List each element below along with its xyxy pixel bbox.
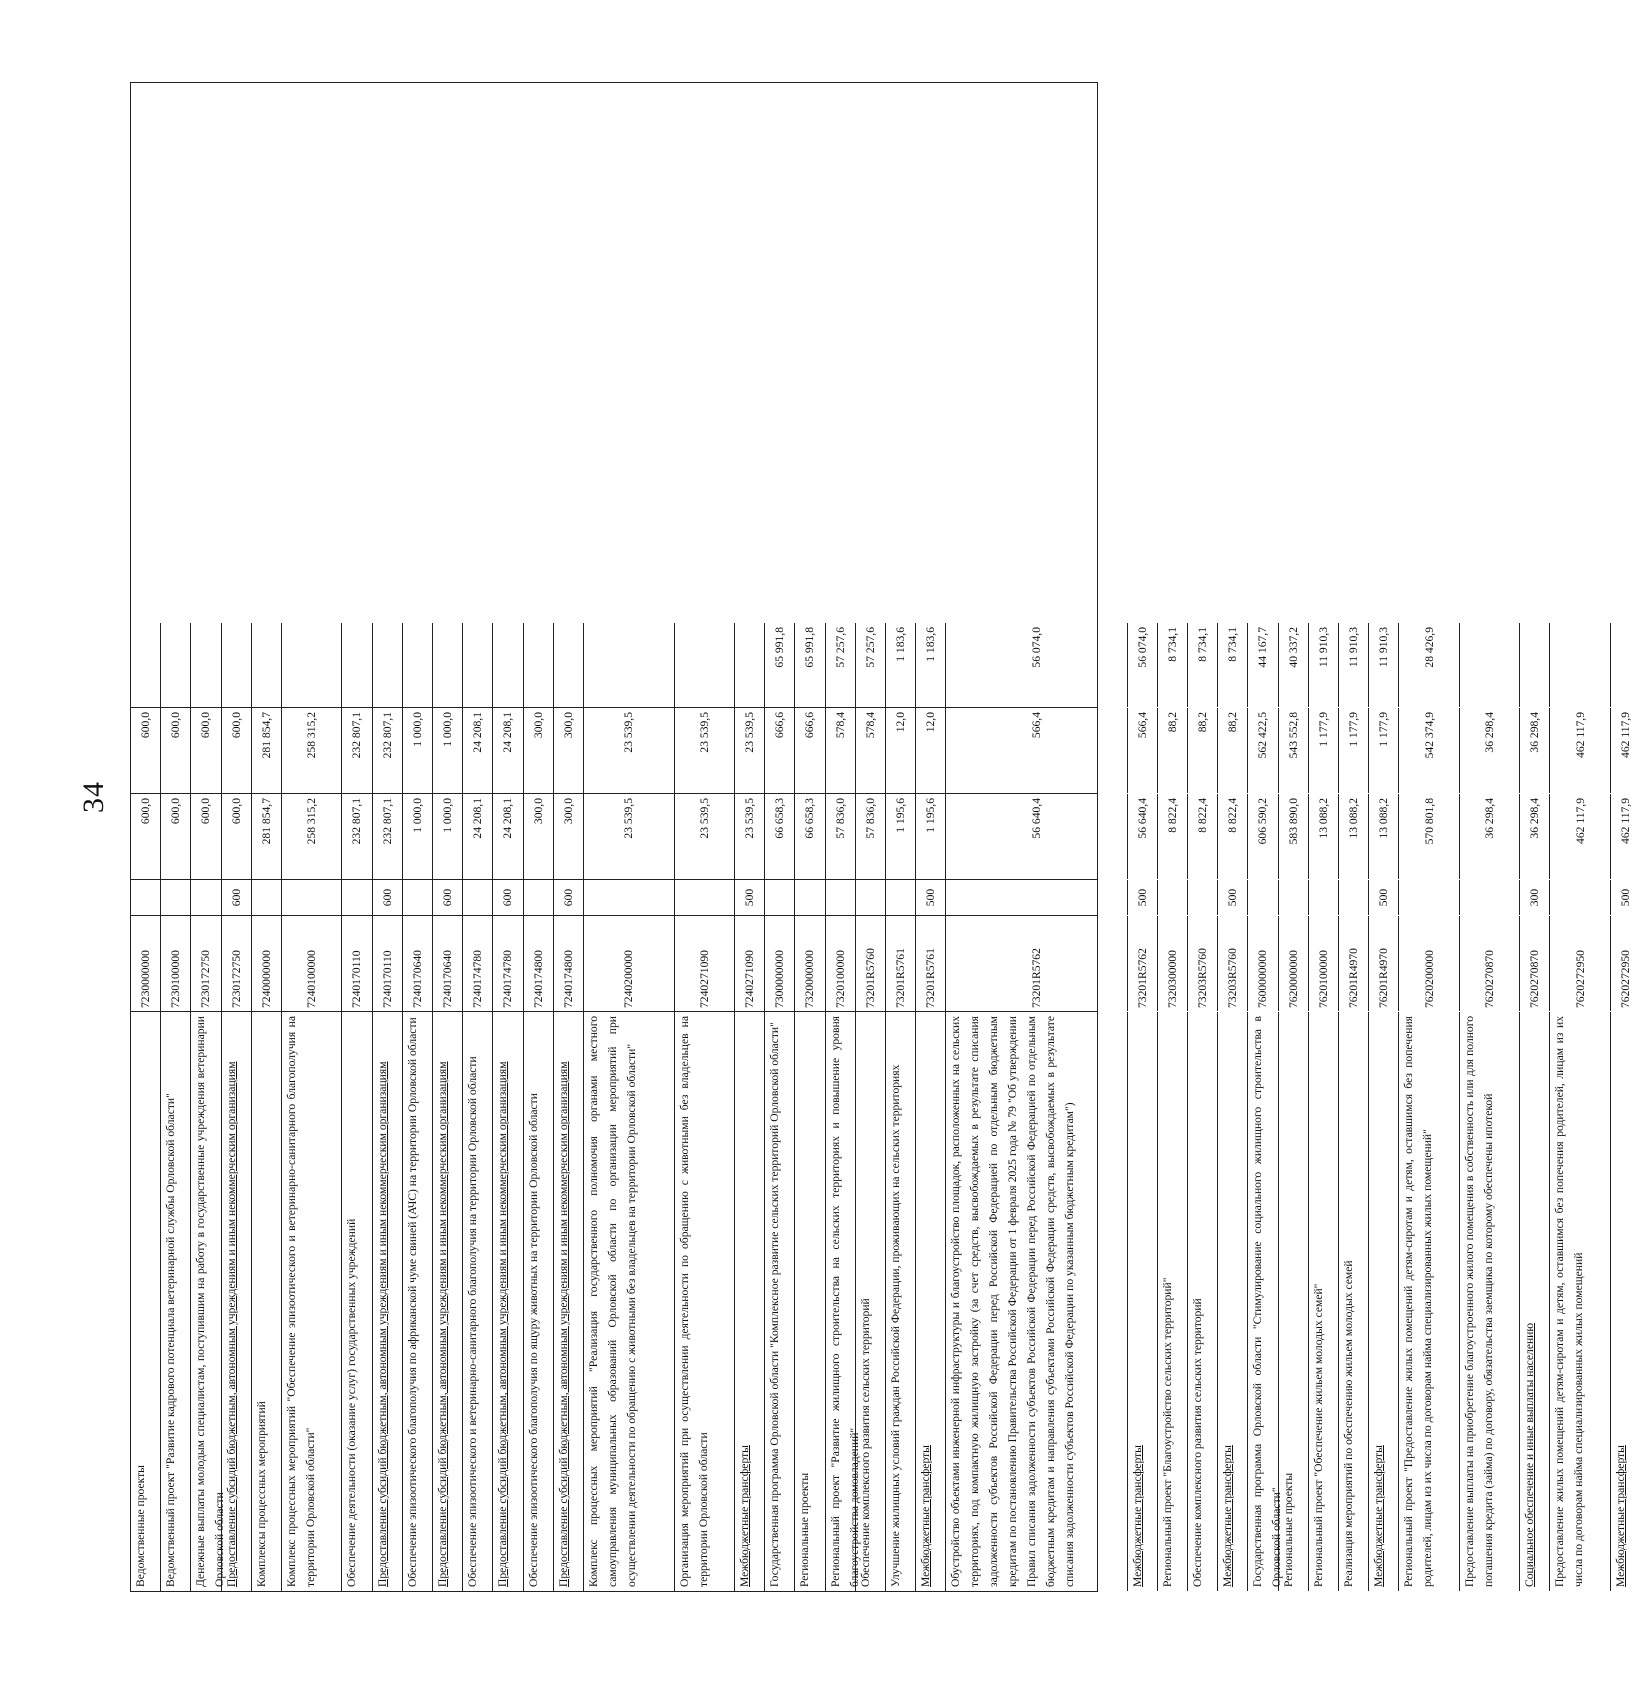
row-total: 66 658,3 <box>795 794 825 879</box>
row-regional: 462 117,9 <box>1619 712 1633 758</box>
row-total: 36 298,4 <box>1520 794 1550 879</box>
row-total: 56 640,4 <box>1128 794 1158 879</box>
page-number: 34 <box>77 781 110 813</box>
row-total: 600,0 <box>222 794 252 879</box>
row-name: Предоставление жилых помещений детям-сиротам и детям, оставшимся без попечения родителей, лицам из их числа по договорам найма специализированных жилых помещений <box>1550 1012 1610 1591</box>
row-name: Комплекс процессных мероприятий "Обеспечение эпизоотического и ветеринарно-санитарного благополучия на территории Орловской области" <box>282 1012 342 1591</box>
row-expense-type: 500 <box>1128 880 1158 915</box>
row-target-code: 7240100000 <box>282 916 342 1011</box>
row-name: Предоставление субсидий бюджетным, автономным учреждениям и иным некоммерческим организациям <box>222 1012 252 1591</box>
row-total: 570 801,8 <box>1399 794 1459 879</box>
column-expense-type <box>131 879 1633 915</box>
row-name: Региональный проект "Предоставление жилых помещений детям-сиротам и детям, оставшимся без попечения родителей, лицам из их числа по договорам найма специализированных жилых помещений" <box>1399 1012 1459 1591</box>
row-target-code: 76201R4970 <box>1339 916 1369 1011</box>
row-name: Региональный проект "Обеспечение жильем молодых семей" <box>1309 1012 1339 1591</box>
row-name: Предоставление субсидий бюджетным, автономным учреждениям и иным некоммерческим организациям <box>554 1012 584 1591</box>
row-federal: 44 167,7 <box>1248 623 1278 707</box>
row-federal: 1 183,6 <box>916 623 946 707</box>
row-name: Межбюджетные трансферты <box>1613 1445 1627 1587</box>
row-target-code: 7240000000 <box>252 916 282 1011</box>
row-expense-type <box>1188 880 1218 915</box>
row-expense-type: 500 <box>916 880 946 915</box>
row-expense-type: 600 <box>373 880 403 915</box>
row-expense-type <box>584 880 675 915</box>
row-regional: 23 539,5 <box>584 708 675 793</box>
row-total: 13 088,2 <box>1309 794 1339 879</box>
row-target-code: 73201R5762 <box>946 916 1127 1011</box>
row-name: Обеспечение эпизоотического благополучия по ящуру животных на территории Орловской области <box>524 1012 554 1591</box>
row-expense-type: 600 <box>222 880 252 915</box>
row-regional: 88,2 <box>1158 708 1188 793</box>
row-federal: 11 910,3 <box>1339 623 1369 707</box>
row-federal: 40 337,2 <box>1279 623 1309 707</box>
row-expense-type <box>826 880 856 915</box>
row-regional: 88,2 <box>1188 708 1218 793</box>
row-total: 23 539,5 <box>735 794 765 879</box>
row-regional: 1 000,0 <box>433 708 463 793</box>
column-federal <box>131 623 1436 707</box>
row-name: Региональный проект "Благоустройство сельских территорий" <box>1158 1012 1188 1591</box>
row-regional: 666,6 <box>795 708 825 793</box>
row-federal <box>524 623 554 707</box>
row-expense-type <box>342 880 372 915</box>
column-name <box>131 1011 1627 1591</box>
row-name: Межбюджетные трансферты <box>735 1012 765 1591</box>
row-regional: 543 552,8 <box>1279 708 1309 793</box>
row-name: Обеспечение эпизоотического благополучия по африканской чуме свиней (АЧС) на территории Орловской области <box>403 1012 433 1591</box>
row-target-code: 7620200000 <box>1399 916 1459 1011</box>
row-regional: 232 807,1 <box>373 708 403 793</box>
row-name: Комплексы процессных мероприятий <box>252 1012 282 1591</box>
row-name: Комплекс процессных мероприятий "Реализация государственного полномочия органами местного самоуправления муниципальных образований Орловской области по организации мероприятий при осуществлении деятельности по обращению с животными без владельцев на территории Орловской области" <box>584 1012 675 1591</box>
row-federal <box>1460 623 1520 707</box>
row-expense-type <box>403 880 433 915</box>
row-regional: 300,0 <box>524 708 554 793</box>
row-target-code: 7620272950 <box>1550 916 1610 1011</box>
row-regional: 23 539,5 <box>735 708 765 793</box>
row-expense-type <box>1279 880 1309 915</box>
row-total: 1 000,0 <box>433 794 463 879</box>
row-total: 232 807,1 <box>373 794 403 879</box>
row-federal <box>131 623 161 707</box>
row-expense-type <box>463 880 493 915</box>
row-federal: 11 910,3 <box>1309 623 1339 707</box>
row-name: Обустройство объектами инженерной инфраструктуры и благоустройство площадок, расположенных на сельских территориях, под компактную жилищную застройку (за счет средств, высвобождаемых в результате списания задолженности субъектов Российской Федерации перед Российской Федерацией по отдельным бюджетным кредитам по постановлению Правительства Российской Федерации от 1 февраля 2025 года № 79 "Об утверждении Правил списания задолженности субъектов Российской Федерации перед Российской Федерацией по отдельным бюджетным кредитам и направления субъектами Российской Федерации средств, высвобождаемых в результате списания задолженности субъектов Российской Федерации по указанным бюджетным кредитам") <box>946 1012 1127 1591</box>
row-expense-type: 600 <box>554 880 584 915</box>
row-total: 606 590,2 <box>1248 794 1278 879</box>
row-expense-type <box>795 880 825 915</box>
row-federal: 56 074,0 <box>946 623 1127 707</box>
row-regional: 12,0 <box>886 708 916 793</box>
row-regional: 36 298,4 <box>1520 708 1550 793</box>
row-name: Межбюджетные трансферты <box>1369 1012 1399 1591</box>
row-target-code: 7240200000 <box>584 916 675 1011</box>
column-regional <box>131 707 1633 793</box>
row-regional: 600,0 <box>222 708 252 793</box>
row-target-code: 7230172750 <box>191 916 221 1011</box>
row-expense-type <box>1248 880 1278 915</box>
row-target-code: 7240174800 <box>554 916 584 1011</box>
row-target-code: 7240170640 <box>433 916 463 1011</box>
row-expense-type: 500 <box>1369 880 1399 915</box>
row-federal: 28 426,9 <box>1399 623 1459 707</box>
row-regional: 578,4 <box>826 708 856 793</box>
row-expense-type <box>1309 880 1339 915</box>
row-name: Ведомственные проекты <box>131 1012 161 1591</box>
row-name: Улучшение жилищных условий граждан Российской Федерации, проживающих на сельских территориях <box>886 1012 916 1591</box>
row-regional: 1 177,9 <box>1339 708 1369 793</box>
row-expense-type: 500 <box>1619 888 1633 907</box>
row-federal <box>252 623 282 707</box>
row-total: 583 890,0 <box>1279 794 1309 879</box>
row-federal: 57 257,6 <box>856 623 886 707</box>
row-name: Предоставление субсидий бюджетным, автономным учреждениям и иным некоммерческим организациям <box>373 1012 403 1591</box>
row-target-code: 73201R5762 <box>1128 916 1158 1011</box>
row-name: Обеспечение комплексного развития сельских территорий <box>1188 1012 1218 1591</box>
row-total: 232 807,1 <box>342 794 372 879</box>
row-name: Государственная программа Орловской области "Стимулирование социального жилищного строительства в Орловской области" <box>1248 1012 1278 1591</box>
row-regional: 24 208,1 <box>463 708 493 793</box>
row-name: Межбюджетные трансферты <box>1128 1012 1158 1591</box>
row-federal <box>463 623 493 707</box>
row-target-code: 7230100000 <box>161 916 191 1011</box>
row-target-code: 73201R5760 <box>856 916 886 1011</box>
row-federal <box>735 623 765 707</box>
row-federal <box>191 623 221 707</box>
row-federal <box>1550 623 1610 707</box>
row-name: Региональные проекты <box>795 1012 825 1591</box>
row-federal <box>403 623 433 707</box>
row-regional: 600,0 <box>131 708 161 793</box>
row-target-code: 7320300000 <box>1158 916 1188 1011</box>
row-federal <box>373 623 403 707</box>
row-name: Межбюджетные трансферты <box>1218 1012 1248 1591</box>
row-federal: 11 910,3 <box>1369 623 1399 707</box>
row-regional: 1 000,0 <box>403 708 433 793</box>
row-regional: 23 539,5 <box>675 708 735 793</box>
row-target-code: 7620270870 <box>1520 916 1550 1011</box>
row-name: Реализация мероприятий по обеспечению жильем молодых семей <box>1339 1012 1369 1591</box>
row-expense-type <box>524 880 554 915</box>
row-target-code: 7240170640 <box>403 916 433 1011</box>
row-expense-type <box>765 880 795 915</box>
row-total: 23 539,5 <box>584 794 675 879</box>
row-federal: 65 991,8 <box>795 623 825 707</box>
budget-table <box>130 82 1633 1592</box>
row-regional: 24 208,1 <box>493 708 523 793</box>
row-federal <box>675 623 735 707</box>
row-target-code: 7240170110 <box>342 916 372 1011</box>
row-name: Государственная программа Орловской области "Комплексное развитие сельских территорий Орловской области" <box>765 1012 795 1591</box>
row-target-code: 73203R5760 <box>1188 916 1218 1011</box>
row-federal <box>584 623 675 707</box>
row-regional: 600,0 <box>161 708 191 793</box>
row-federal <box>493 623 523 707</box>
row-expense-type: 500 <box>735 880 765 915</box>
row-target-code: 7240271090 <box>735 916 765 1011</box>
row-total: 300,0 <box>524 794 554 879</box>
row-target-code: 76201R4970 <box>1369 916 1399 1011</box>
row-total: 600,0 <box>161 794 191 879</box>
row-name: Региональный проект "Развитие жилищного строительства на сельских территориях и повышение уровня благоустройства домовладений" <box>826 1012 856 1591</box>
row-total: 258 315,2 <box>282 794 342 879</box>
row-name: Предоставление субсидий бюджетным, автономным учреждениям и иным некоммерческим организациям <box>493 1012 523 1591</box>
row-regional: 1 177,9 <box>1369 708 1399 793</box>
row-target-code: 7240174780 <box>463 916 493 1011</box>
row-federal: 56 074,0 <box>1128 623 1158 707</box>
row-federal <box>1611 623 1641 707</box>
row-federal <box>161 623 191 707</box>
row-expense-type <box>131 880 161 915</box>
row-total: 1 195,6 <box>886 794 916 879</box>
row-federal: 8 734,1 <box>1158 623 1188 707</box>
row-total: 24 208,1 <box>493 794 523 879</box>
row-target-code: 7300000000 <box>765 916 795 1011</box>
row-expense-type <box>161 880 191 915</box>
row-expense-type: 500 <box>1218 880 1248 915</box>
row-name: Межбюджетные трансферты <box>916 1012 946 1591</box>
row-federal <box>554 623 584 707</box>
row-expense-type: 300 <box>1520 880 1550 915</box>
row-target-code: 7240271090 <box>675 916 735 1011</box>
row-federal <box>342 623 372 707</box>
row-name: Обеспечение эпизоотического и ветеринарно-санитарного благополучия на территории Орловской области <box>463 1012 493 1591</box>
row-expense-type <box>1339 880 1369 915</box>
row-target-code: 7620272950 <box>1619 950 1633 1008</box>
row-target-code: 73201R5761 <box>886 916 916 1011</box>
row-expense-type <box>856 880 886 915</box>
row-total: 462 117,9 <box>1550 794 1610 879</box>
row-target-code: 7240170110 <box>373 916 403 1011</box>
row-expense-type <box>1550 880 1610 915</box>
row-regional: 562 422,5 <box>1248 708 1278 793</box>
row-expense-type <box>282 880 342 915</box>
row-expense-type <box>1399 880 1459 915</box>
row-total: 600,0 <box>191 794 221 879</box>
row-total: 13 088,2 <box>1339 794 1369 879</box>
row-regional: 232 807,1 <box>342 708 372 793</box>
row-expense-type: 600 <box>433 880 463 915</box>
row-expense-type: 600 <box>493 880 523 915</box>
row-total: 57 836,0 <box>856 794 886 879</box>
row-total: 462 117,9 <box>1619 798 1633 844</box>
row-total: 281 854,7 <box>252 794 282 879</box>
row-regional: 566,4 <box>1128 708 1158 793</box>
row-federal <box>222 623 252 707</box>
row-regional: 36 298,4 <box>1460 708 1520 793</box>
row-regional: 258 315,2 <box>282 708 342 793</box>
row-name: Денежные выплаты молодым специалистам, поступившим на работу в государственные учреждения ветеринарии Орловской области <box>191 1012 221 1591</box>
row-target-code: 7620100000 <box>1309 916 1339 1011</box>
row-expense-type <box>191 880 221 915</box>
row-federal <box>433 623 463 707</box>
row-total: 1 195,6 <box>916 794 946 879</box>
row-name: Ведомственный проект "Развитие кадрового потенциала ветеринарной службы Орловской области" <box>161 1012 191 1591</box>
row-total: 23 539,5 <box>675 794 735 879</box>
row-target-code: 7600000000 <box>1248 916 1278 1011</box>
row-total: 13 088,2 <box>1369 794 1399 879</box>
row-regional: 281 854,7 <box>252 708 282 793</box>
row-target-code: 7240174800 <box>524 916 554 1011</box>
row-regional: 12,0 <box>916 708 946 793</box>
row-total: 300,0 <box>554 794 584 879</box>
row-name: Региональные проекты <box>1279 1012 1309 1591</box>
row-name: Предоставление выплаты на приобретение благоустроенного жилого помещения в собственность или для полного погашения кредита (займа) по договору, обязательства заемщика по которому обеспечены ипотекой <box>1460 1012 1520 1591</box>
row-regional: 462 117,9 <box>1550 708 1610 793</box>
row-total: 66 658,3 <box>765 794 795 879</box>
row-total: 600,0 <box>131 794 161 879</box>
row-target-code: 73201R5761 <box>916 916 946 1011</box>
row-regional: 88,2 <box>1218 708 1248 793</box>
row-target-code: 7620270870 <box>1460 916 1520 1011</box>
row-name: Организация мероприятий при осуществлении деятельности по обращению с животными без владельцев на территории Орловской области <box>675 1012 735 1591</box>
row-total: 1 000,0 <box>403 794 433 879</box>
row-total: 56 640,4 <box>946 794 1127 879</box>
row-target-code: 7230000000 <box>131 916 161 1011</box>
row-target-code: 7320100000 <box>826 916 856 1011</box>
row-total: 57 836,0 <box>826 794 856 879</box>
column-target-code <box>131 915 1633 1011</box>
row-expense-type <box>252 880 282 915</box>
row-expense-type <box>1158 880 1188 915</box>
row-name: Социальное обеспечение и иные выплаты населению <box>1520 1012 1550 1591</box>
row-total: 36 298,4 <box>1460 794 1520 879</box>
row-target-code: 7320000000 <box>795 916 825 1011</box>
row-federal: 8 734,1 <box>1218 623 1248 707</box>
row-federal <box>282 623 342 707</box>
row-regional: 578,4 <box>856 708 886 793</box>
row-name: Предоставление субсидий бюджетным, автономным учреждениям и иным некоммерческим организациям <box>433 1012 463 1591</box>
row-target-code: 7240174780 <box>493 916 523 1011</box>
row-federal: 8 734,1 <box>1188 623 1218 707</box>
row-federal: 65 991,8 <box>765 623 795 707</box>
row-target-code: 73203R5760 <box>1218 916 1248 1011</box>
row-expense-type <box>886 880 916 915</box>
row-regional: 666,6 <box>765 708 795 793</box>
row-total: 8 822,4 <box>1158 794 1188 879</box>
row-regional: 1 177,9 <box>1309 708 1339 793</box>
row-expense-type <box>946 880 1127 915</box>
column-total <box>131 793 1633 879</box>
row-target-code: 7620000000 <box>1279 916 1309 1011</box>
row-name: Обеспечение деятельности (оказание услуг) государственных учреждений <box>342 1012 372 1591</box>
row-target-code: 7230172750 <box>222 916 252 1011</box>
row-federal <box>1520 623 1550 707</box>
row-total: 24 208,1 <box>463 794 493 879</box>
row-total: 8 822,4 <box>1218 794 1248 879</box>
row-regional: 542 374,9 <box>1399 708 1459 793</box>
row-federal: 57 257,6 <box>826 623 856 707</box>
row-regional: 300,0 <box>554 708 584 793</box>
row-total: 8 822,4 <box>1188 794 1218 879</box>
row-federal: 1 183,6 <box>886 623 916 707</box>
row-regional: 600,0 <box>191 708 221 793</box>
row-regional: 566,4 <box>946 708 1127 793</box>
row-name: Обеспечение комплексного развития сельских территорий <box>856 1012 886 1591</box>
row-expense-type <box>675 880 735 915</box>
row-expense-type <box>1460 880 1520 915</box>
